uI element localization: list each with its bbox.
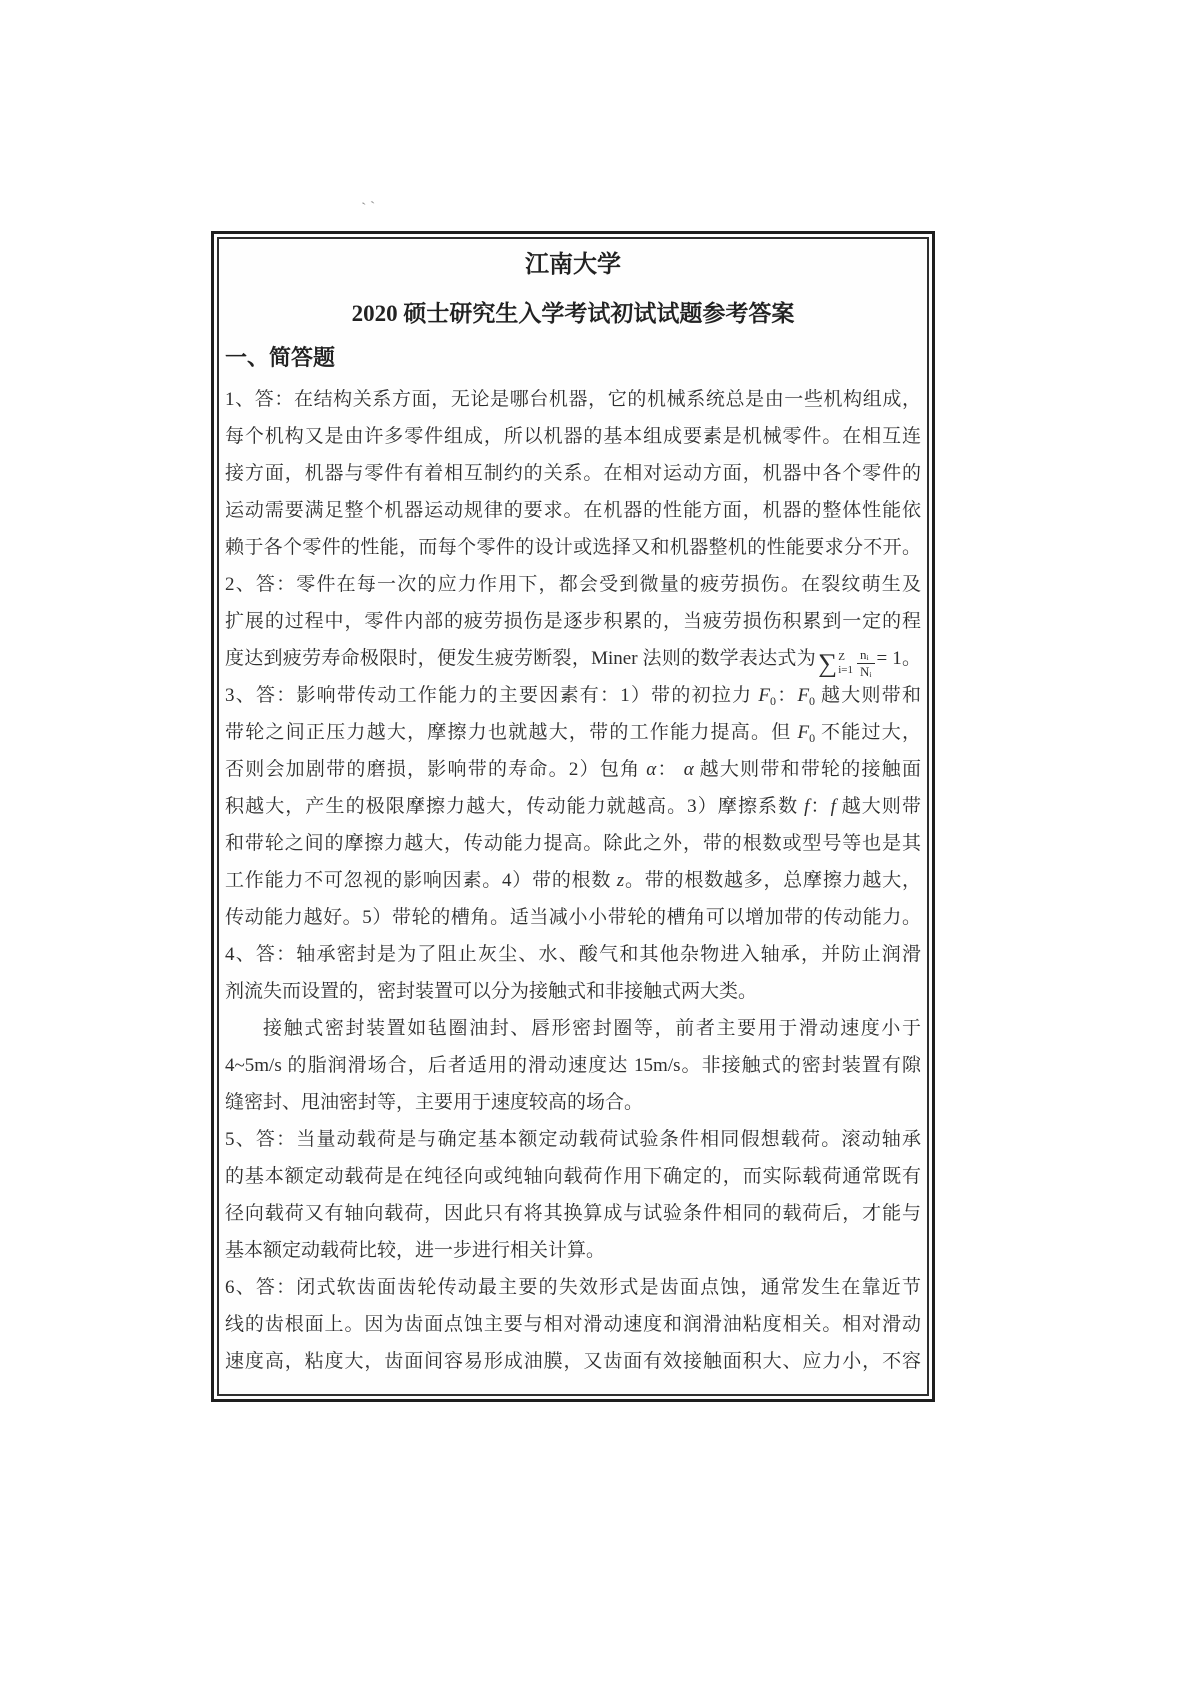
text-span: 的基本额定动载荷是在纯径向或纯轴向载荷作用下确定的，而实际载荷通常既有 bbox=[225, 1166, 921, 1187]
text-span: F bbox=[797, 685, 810, 706]
scan-artifact: ˋˋ bbox=[360, 198, 381, 218]
text-span: 径向载荷又有轴向载荷，因此只有将其换算成与试验条件相同的载荷后，才能与 bbox=[225, 1203, 921, 1224]
text-span: 传动能力越好。5）带轮的槽角。适当减小小带轮的槽角可以增加带的传动能力。 bbox=[225, 907, 921, 928]
text-line bbox=[225, 1343, 921, 1380]
text-span: ： bbox=[656, 759, 684, 780]
text-span: f bbox=[830, 796, 836, 817]
text-line bbox=[225, 381, 921, 418]
text-span: ： bbox=[809, 796, 831, 817]
text-span: 缝密封、甩油密封等，主要用于速度较高的场合。 bbox=[225, 1092, 644, 1113]
text-span: 每个机构又是由许多零件组成，所以机器的基本组成要素是机械零件。在相互连 bbox=[225, 426, 921, 447]
text-line bbox=[225, 418, 921, 455]
text-span: 速度高，粘度大，齿面间容易形成油膜，又齿面有效接触面积大、应力小，不容 bbox=[225, 1351, 921, 1372]
text-span: 1、答：在结构关系方面，无论是哪台机器，它的机械系统总是由一些机构组成， bbox=[225, 389, 921, 410]
text-span: 运动需要满足整个机器运动规律的要求。在机器的性能方面，机器的整体性能依 bbox=[225, 500, 921, 521]
text-span: 越大则带和带轮的接触面 bbox=[693, 759, 921, 780]
text-span: F bbox=[797, 722, 810, 743]
text-span: = 1。 bbox=[876, 648, 921, 669]
answer-body bbox=[223, 381, 923, 1380]
text-span: 不能过大， bbox=[815, 722, 921, 743]
text-span: 接方面，机器与零件有着相互制约的关系。在相对运动方面，机器中各个零件的 bbox=[225, 463, 921, 484]
text-span: 3、答：影响带传动工作能力的主要因素有：1）带的初拉力 bbox=[225, 685, 759, 706]
text-span: 赖于各个零件的性能，而每个零件的设计或选择又和机器整机的性能要求分不开。 bbox=[225, 537, 921, 558]
page-title: 江南大学 bbox=[525, 252, 621, 278]
document-frame bbox=[211, 231, 935, 1402]
fraction: $\frac{\text{nᵢ}}{\text{Nᵢ}}$ bbox=[857, 647, 875, 677]
summation-limits: Z i=1 bbox=[838, 651, 853, 676]
text-line bbox=[225, 973, 921, 1010]
text-span: 度达到疲劳寿命极限时，便发生疲劳断裂，Miner 法则的数学表达式为 bbox=[225, 648, 816, 669]
text-line bbox=[225, 1158, 921, 1195]
text-span: ： bbox=[775, 685, 798, 706]
text-line bbox=[225, 1306, 921, 1343]
text-line bbox=[225, 640, 921, 677]
text-line bbox=[225, 1269, 921, 1306]
text-span: 线的齿根面上。因为齿面点蚀主要与相对滑动速度和润滑油粘度相关。相对滑动 bbox=[225, 1314, 921, 1335]
text-span: 6、答：闭式软齿面齿轮传动最主要的失效形式是齿面点蚀，通常发生在靠近节 bbox=[225, 1277, 921, 1298]
text-line bbox=[225, 1084, 921, 1121]
text-span: 积越大，产生的极限摩擦力越大，传动能力就越高。3）摩擦系数 bbox=[225, 796, 805, 817]
text-line bbox=[225, 677, 921, 714]
text-line bbox=[225, 936, 921, 973]
text-span: 带轮之间正压力越大，摩擦力也就越大，带的工作能力提高。但 bbox=[225, 722, 798, 743]
text-span: 基本额定动载荷比较，进一步进行相关计算。 bbox=[225, 1240, 606, 1261]
text-span: F bbox=[758, 685, 770, 706]
text-span: 4、答：轴承密封是为了阻止灰尘、水、酸气和其他杂物进入轴承，并防止润滑 bbox=[225, 944, 921, 965]
text-line bbox=[225, 492, 921, 529]
text-span: 剂流失而设置的，密封装置可以分为接触式和非接触式两大类。 bbox=[225, 981, 758, 1002]
text-line bbox=[225, 825, 921, 862]
sigma-symbol: ∑ bbox=[817, 648, 838, 677]
text-span: 。带的根数越多，总摩擦力越大， bbox=[624, 870, 921, 891]
text-span: 0 bbox=[769, 694, 776, 708]
text-span: 工作能力不可忽视的影响因素。4）带的根数 bbox=[225, 870, 617, 891]
text-line bbox=[225, 862, 921, 899]
text-line bbox=[225, 1232, 921, 1269]
text-line bbox=[225, 714, 921, 751]
text-line bbox=[225, 751, 921, 788]
text-line bbox=[225, 1047, 921, 1084]
text-line bbox=[225, 788, 921, 825]
text-line bbox=[225, 1010, 921, 1047]
text-span: 2、答：零件在每一次的应力作用下，都会受到微量的疲劳损伤。在裂纹萌生及 bbox=[225, 574, 921, 595]
text-line bbox=[225, 455, 921, 492]
text-span: 和带轮之间的摩擦力越大，传动能力提高。除此之外，带的根数或型号等也是其 bbox=[225, 833, 921, 854]
text-line bbox=[225, 1121, 921, 1158]
text-span: f bbox=[804, 796, 810, 817]
text-span: 扩展的过程中，零件内部的疲劳损伤是逐步积累的，当疲劳损伤积累到一定的程 bbox=[225, 611, 921, 632]
text-span: α bbox=[646, 759, 657, 780]
text-line bbox=[225, 1195, 921, 1232]
text-span: 越大则带 bbox=[835, 796, 921, 817]
text-line bbox=[225, 603, 921, 640]
text-span: 5、答：当量动载荷是与确定基本额定动载荷试验条件相同假想载荷。滚动轴承 bbox=[225, 1129, 921, 1150]
text-line bbox=[225, 529, 921, 566]
text-span: α bbox=[683, 759, 694, 780]
text-span: 接触式密封装置如毡圈油封、唇形密封圈等，前者主要用于滑动速度小于 bbox=[263, 1018, 921, 1039]
text-span: 0 bbox=[809, 694, 816, 708]
text-line bbox=[225, 566, 921, 603]
text-line bbox=[225, 899, 921, 936]
section-heading: 一、简答题 bbox=[225, 345, 336, 370]
text-span: 越大则带和 bbox=[815, 685, 921, 706]
miner-rule-formula bbox=[818, 647, 875, 677]
document-inner-border bbox=[217, 237, 929, 1396]
text-span: 0 bbox=[809, 731, 816, 745]
text-span: 否则会加剧带的磨损，影响带的寿命。2）包角 bbox=[225, 759, 647, 780]
page-subtitle: 2020 硕士研究生入学考试初试试题参考答案 bbox=[351, 301, 795, 326]
text-span: 4~5m/s 的脂润滑场合，后者适用的滑动速度达 15m/s。非接触式的密封装置有隙 bbox=[225, 1055, 921, 1076]
text-span: z bbox=[616, 870, 625, 891]
